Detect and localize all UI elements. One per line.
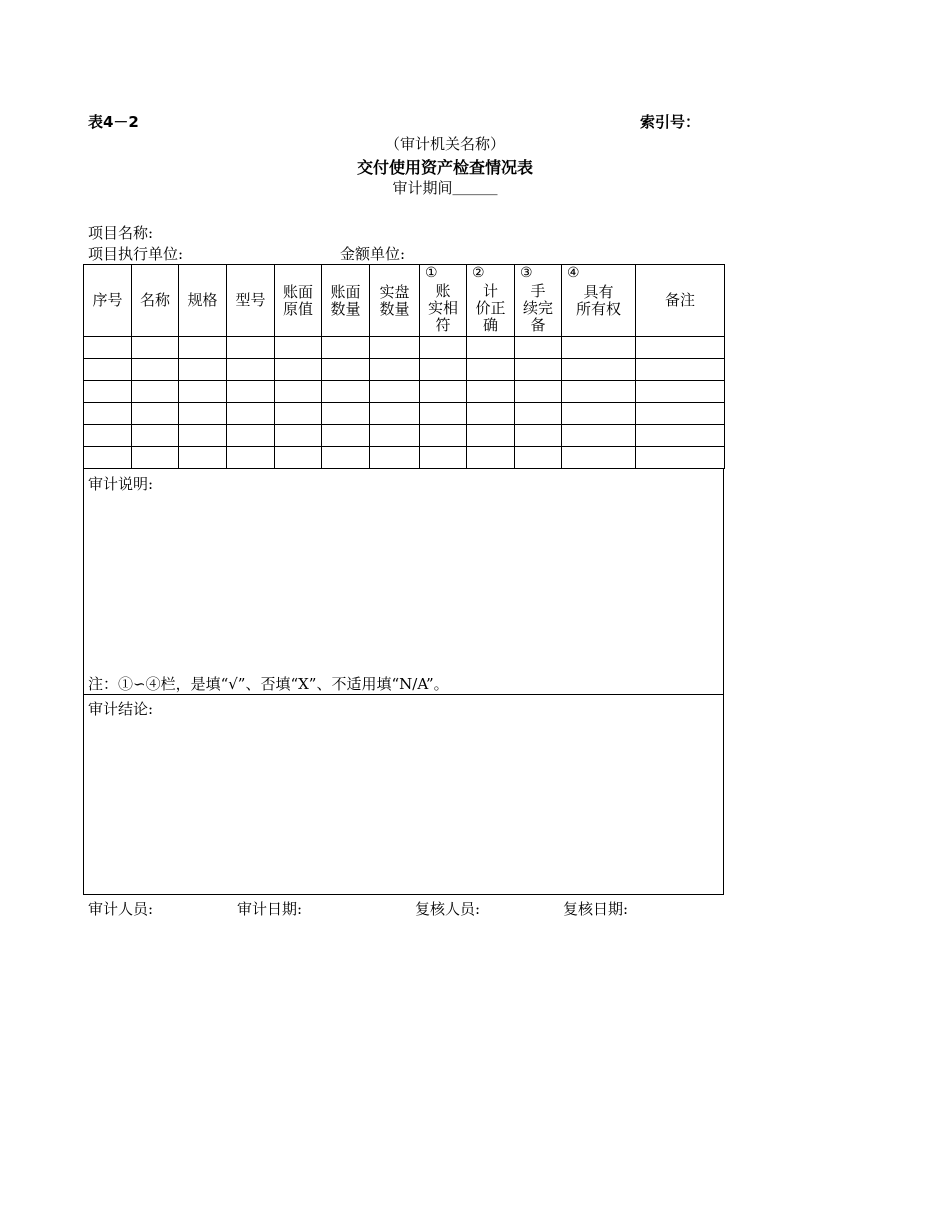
table-cell[interactable] xyxy=(636,447,725,469)
table-cell[interactable] xyxy=(636,337,725,359)
column-header-line: 备注 xyxy=(664,291,695,309)
table-cell[interactable] xyxy=(370,403,420,425)
table-cell[interactable] xyxy=(420,447,467,469)
table-cell[interactable] xyxy=(322,425,370,447)
table-cell[interactable] xyxy=(515,403,562,425)
column-header xyxy=(562,265,636,337)
column-header xyxy=(84,265,132,337)
table-cell[interactable] xyxy=(322,359,370,381)
table-row xyxy=(84,403,725,425)
column-mark: ① xyxy=(425,265,438,281)
table-row xyxy=(84,381,725,403)
table-cell[interactable] xyxy=(275,447,322,469)
table-cell[interactable] xyxy=(467,337,515,359)
amount-unit-label: 金额单位: xyxy=(340,245,406,263)
table-cell[interactable] xyxy=(420,337,467,359)
column-header xyxy=(227,265,275,337)
audit-note-box xyxy=(83,469,724,695)
column-header-line: 账面 xyxy=(282,282,313,301)
column-header xyxy=(322,265,370,337)
column-header-line: 符 xyxy=(435,316,451,334)
column-header xyxy=(132,265,179,337)
table-cell[interactable] xyxy=(227,425,275,447)
table-cell[interactable] xyxy=(467,425,515,447)
column-header-line: 具有 xyxy=(583,282,614,301)
table-cell[interactable] xyxy=(275,425,322,447)
column-header xyxy=(515,265,562,337)
table-cell[interactable] xyxy=(227,381,275,403)
table-cell[interactable] xyxy=(227,447,275,469)
table-cell[interactable] xyxy=(132,337,179,359)
column-header-line: 备 xyxy=(530,316,546,334)
table-cell[interactable] xyxy=(179,403,227,425)
column-header xyxy=(420,265,467,337)
table-cell[interactable] xyxy=(636,359,725,381)
table-cell[interactable] xyxy=(370,337,420,359)
table-cell[interactable] xyxy=(84,425,132,447)
auditor-label: 审计人员: xyxy=(88,900,154,918)
column-header-line: 手 xyxy=(530,282,546,300)
table-cell[interactable] xyxy=(84,447,132,469)
table-cell[interactable] xyxy=(179,359,227,381)
table-cell[interactable] xyxy=(370,381,420,403)
table-cell[interactable] xyxy=(515,359,562,381)
table-cell[interactable] xyxy=(467,447,515,469)
column-header-line: 价正 xyxy=(475,299,506,317)
table-cell[interactable] xyxy=(562,381,636,403)
table-cell[interactable] xyxy=(132,381,179,403)
table-cell[interactable] xyxy=(562,337,636,359)
column-header xyxy=(179,265,227,337)
table-cell[interactable] xyxy=(322,447,370,469)
table-cell[interactable] xyxy=(132,359,179,381)
exec-unit-label: 项目执行单位: xyxy=(88,245,184,263)
table-cell[interactable] xyxy=(562,425,636,447)
table-cell[interactable] xyxy=(84,381,132,403)
table-cell[interactable] xyxy=(227,403,275,425)
table-cell[interactable] xyxy=(179,381,227,403)
table-cell[interactable] xyxy=(179,337,227,359)
table-cell[interactable] xyxy=(179,447,227,469)
table-cell[interactable] xyxy=(562,359,636,381)
table-cell[interactable] xyxy=(370,447,420,469)
column-header-line: 续完 xyxy=(522,299,553,317)
table-cell[interactable] xyxy=(467,359,515,381)
column-mark: ④ xyxy=(567,265,580,281)
column-header-line: 实相 xyxy=(427,299,458,317)
table-cell[interactable] xyxy=(227,359,275,381)
table-cell[interactable] xyxy=(370,425,420,447)
reviewer-label: 复核人员: xyxy=(415,900,481,918)
column-header-line: 规格 xyxy=(187,291,218,309)
column-header-line: 账面 xyxy=(330,282,361,301)
table-cell[interactable] xyxy=(515,447,562,469)
asset-check-table xyxy=(83,264,725,469)
table-cell[interactable] xyxy=(467,403,515,425)
column-header-line: 型号 xyxy=(235,291,266,309)
table-cell[interactable] xyxy=(275,381,322,403)
index-label: 索引号： xyxy=(640,113,701,131)
table-cell[interactable] xyxy=(275,359,322,381)
table-cell[interactable] xyxy=(636,403,725,425)
column-mark: ② xyxy=(472,265,485,281)
table-row xyxy=(84,337,725,359)
review-date-label: 复核日期: xyxy=(563,900,629,918)
column-header-line: 名称 xyxy=(139,291,170,309)
table-cell[interactable] xyxy=(420,403,467,425)
audit-conclusion-box xyxy=(83,694,724,895)
table-cell[interactable] xyxy=(227,337,275,359)
table-cell[interactable] xyxy=(370,359,420,381)
column-header-line: 计 xyxy=(482,282,498,300)
table-cell[interactable] xyxy=(515,381,562,403)
column-header-line: 实盘 xyxy=(379,282,410,301)
column-header-line: 原值 xyxy=(282,299,313,318)
table-cell[interactable] xyxy=(322,381,370,403)
project-name-label: 项目名称: xyxy=(88,224,154,242)
column-header-line: 数量 xyxy=(330,299,361,318)
column-mark: ③ xyxy=(520,265,533,281)
page-title: 交付使用资产检查情况表 xyxy=(356,158,533,177)
audit-note-label: 审计说明: xyxy=(88,475,154,493)
table-cell[interactable] xyxy=(84,359,132,381)
table-cell[interactable] xyxy=(467,381,515,403)
column-header xyxy=(275,265,322,337)
org-name: （审计机关名称） xyxy=(384,135,505,153)
audit-period: 审计期间＿＿＿ xyxy=(392,179,498,197)
table-cell[interactable] xyxy=(562,447,636,469)
table-cell[interactable] xyxy=(636,381,725,403)
table-cell[interactable] xyxy=(420,381,467,403)
column-header-line: 所有权 xyxy=(575,299,621,318)
table-cell[interactable] xyxy=(132,447,179,469)
table-cell[interactable] xyxy=(515,425,562,447)
table-cell[interactable] xyxy=(84,403,132,425)
column-header-line: 序号 xyxy=(92,291,123,309)
table-row xyxy=(84,447,725,469)
table-cell[interactable] xyxy=(84,337,132,359)
column-header xyxy=(636,265,725,337)
table-cell[interactable] xyxy=(636,425,725,447)
table-cell[interactable] xyxy=(420,359,467,381)
column-header-line: 账 xyxy=(435,282,451,300)
table-cell[interactable] xyxy=(132,425,179,447)
column-header xyxy=(370,265,420,337)
table-cell[interactable] xyxy=(515,337,562,359)
table-cell[interactable] xyxy=(420,425,467,447)
table-cell[interactable] xyxy=(179,425,227,447)
table-cell[interactable] xyxy=(562,403,636,425)
table-cell[interactable] xyxy=(275,337,322,359)
table-cell[interactable] xyxy=(322,337,370,359)
table-row xyxy=(84,359,725,381)
column-header-line: 确 xyxy=(482,316,498,334)
header-row xyxy=(84,265,725,337)
table-cell[interactable] xyxy=(322,403,370,425)
table-row xyxy=(84,425,725,447)
audit-note-footnote: 注：①∽④栏，是填“√”、否填“X”、不适用填“N/A”。 xyxy=(88,675,449,693)
table-cell[interactable] xyxy=(275,403,322,425)
table-cell[interactable] xyxy=(132,403,179,425)
audit-date-label: 审计日期: xyxy=(237,900,303,918)
column-header-line: 数量 xyxy=(379,299,410,318)
audit-conclusion-label: 审计结论: xyxy=(88,700,154,718)
table-number: 表4－2 xyxy=(88,113,139,131)
column-header xyxy=(467,265,515,337)
